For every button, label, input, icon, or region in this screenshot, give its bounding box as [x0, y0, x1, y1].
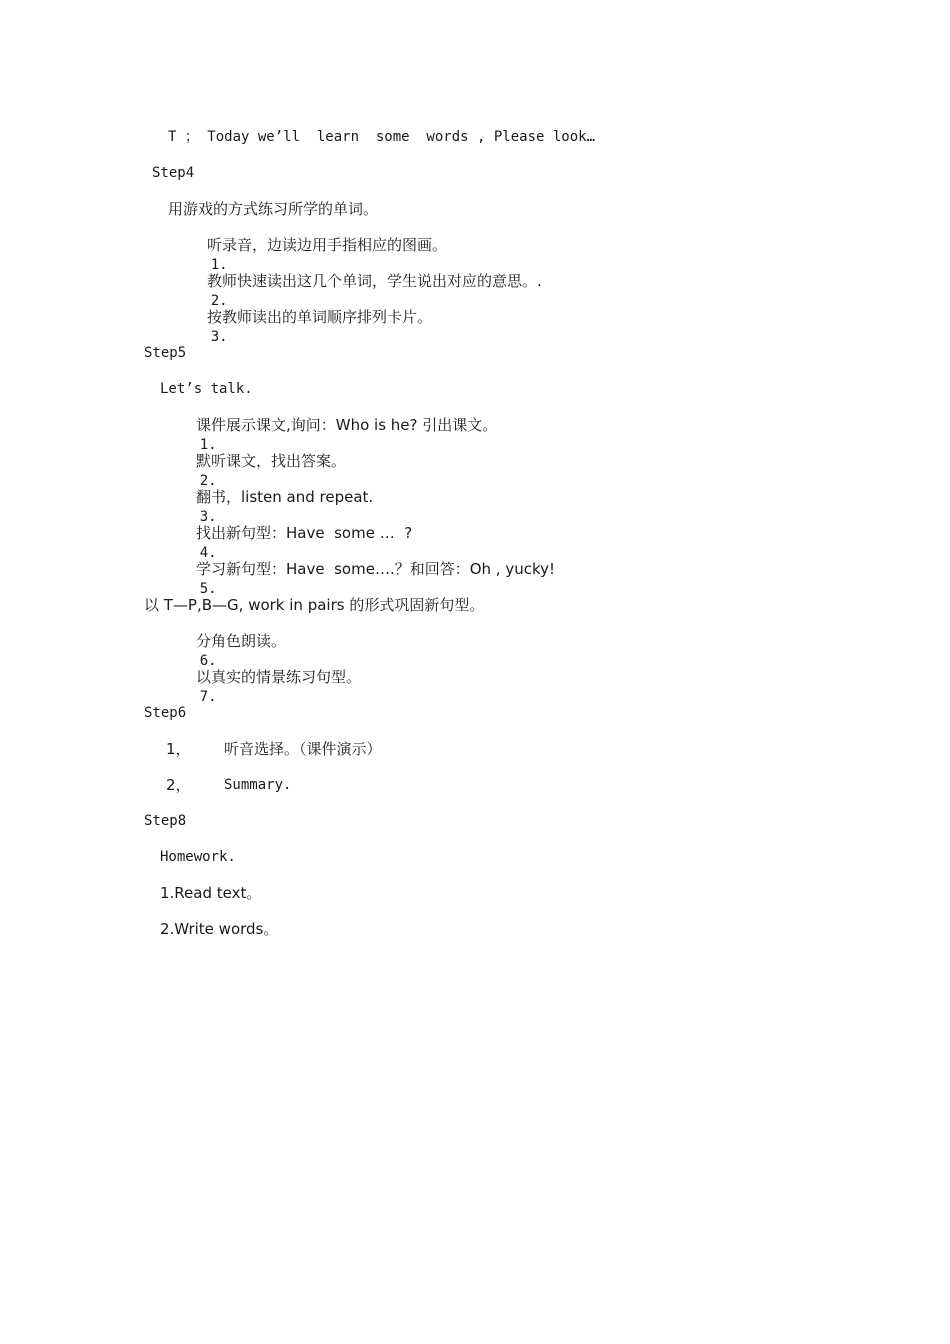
list-number: 3. [210, 329, 228, 345]
step6-heading: Step6 [144, 705, 187, 721]
list-number: 4. [199, 545, 217, 561]
step4-intro: 用游戏的方式练习所学的单词。 [168, 200, 379, 218]
list-item-text: 学习新句型：Have some….？和回答：Oh , yucky! [196, 560, 556, 578]
list-item-text: 翻书，listen and repeat. [196, 488, 374, 506]
list-item-text: 听音选择。（课件演示） [224, 740, 382, 758]
step5-intro: Let’s talk. [160, 381, 253, 397]
list-number: 2. [210, 293, 228, 309]
step8-heading: Step8 [144, 813, 187, 829]
list-item-text: 按教师读出的单词顺序排列卡片。 [207, 308, 433, 326]
list-item-text: 教师快速读出这几个单词，学生说出对应的意思。. [207, 272, 542, 290]
list-number: 1， [166, 740, 191, 758]
step4-heading: Step4 [152, 165, 195, 181]
list-number: 7. [199, 689, 217, 705]
list-item-text: 课件展示课文,询问：Who is he? 引出课文。 [196, 416, 498, 434]
pair-work-line: 以 T—P,B—G, work in pairs 的形式巩固新句型。 [144, 596, 485, 614]
list-number: 3. [199, 509, 217, 525]
list-item-text: 以真实的情景练习句型。 [196, 668, 362, 686]
teacher-line: T ； Today we’ll learn some words , Please look… [168, 129, 596, 145]
list-item-text: 听录音，边读边用手指相应的图画。 [207, 236, 448, 254]
list-item-text: 找出新句型：Have some … ? [196, 524, 413, 542]
list-number: 6. [199, 653, 217, 669]
list-number: 5. [199, 581, 217, 597]
list-item-text: 分角色朗读。 [196, 632, 287, 650]
list-number: 2. [199, 473, 217, 489]
list-number: 2， [166, 776, 191, 794]
list-number: 1. [199, 437, 217, 453]
list-item-text: Summary. [224, 777, 292, 793]
list-number: 1. [210, 257, 228, 273]
list-item-text: 默听课文，找出答案。 [196, 452, 347, 470]
homework-item: 2.Write words。 [160, 920, 279, 938]
step5-heading: Step5 [144, 345, 187, 361]
homework-heading: Homework. [160, 849, 236, 865]
homework-item: 1.Read text。 [160, 884, 262, 902]
